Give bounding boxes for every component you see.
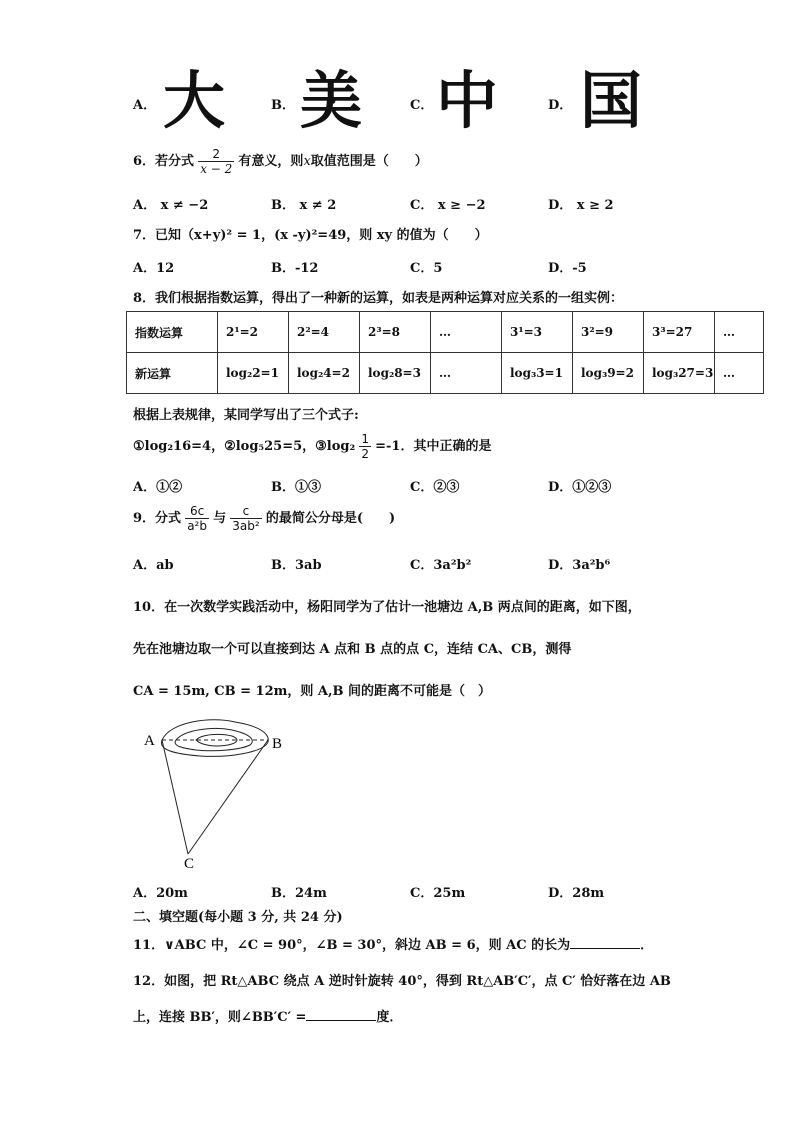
q6-fraction (198, 147, 234, 176)
table-cell: log₃9=2 (573, 353, 644, 394)
question-7: 7．已知（x+y)² = 1，(x -y)²=49，则 xy 的值为（ ） (133, 228, 488, 243)
q8-half-num: 1 (361, 432, 369, 446)
q9-prefix: 9．分式 (133, 511, 182, 526)
q6-prefix: 6．若分式 (133, 154, 195, 169)
table-cell: log₂4=2 (289, 353, 360, 394)
q8-option-b: B．①③ (271, 480, 321, 495)
q7-option-d: D．-5 (548, 261, 587, 276)
q8-expressions (133, 432, 491, 461)
q10-line-3: CA = 15m, CB = 12m，则 A,B 间的距离不可能是（ ） (133, 684, 492, 699)
question-6 (133, 147, 428, 176)
operation-table (126, 311, 764, 394)
q11-text: 11．∨ABC 中，∠C = 90°，∠B = 30°，斜边 AB = 6，则 AC 的长为 (133, 938, 571, 953)
point-c-label: C (184, 856, 195, 872)
q5-option-b-letter: B． (271, 98, 295, 113)
q7-option-a: A．12 (133, 261, 175, 276)
q6-option-b: B． x ≠ 2 (271, 198, 337, 213)
table-cell: 指数运算 (127, 312, 218, 353)
q9-option-d: D．3a²b⁶ (548, 558, 611, 573)
q8-option-d: D．①②③ (548, 480, 612, 495)
q9-suffix: 的最简公分母是( ) (265, 511, 396, 526)
table-cell: 2¹=2 (218, 312, 289, 353)
segment-bc (188, 740, 268, 854)
table-row (127, 312, 764, 353)
q10-option-a: A．20m (133, 886, 188, 901)
table-cell: log₃3=1 (502, 353, 573, 394)
table-cell: 3¹=3 (502, 312, 573, 353)
q9-f1-den: a²b (187, 519, 207, 533)
q9-option-b: B．3ab (271, 558, 322, 573)
q12-line-2a: 上，连接 BB′，则∠BB′C′ = (133, 1010, 307, 1025)
q9-f1-num: 6c (185, 504, 209, 519)
question-11 (133, 934, 653, 953)
q6-var: x (303, 154, 311, 169)
q9-f2-den: 3ab² (232, 519, 260, 533)
table-cell: … (715, 353, 764, 394)
q5-option-c-letter: C． (410, 98, 434, 113)
q10-option-b: B．24m (271, 886, 327, 901)
q5-option-d-letter: D． (548, 98, 573, 113)
q10-line-1: 10．在一次数学实践活动中，杨阳同学为了估计一池塘边 A,B 两点间的距离，如下图， (133, 600, 641, 615)
table-cell: 3³=27 (644, 312, 715, 353)
q9-f2-num: c (230, 504, 261, 519)
q8-exprs-a: ①log₂16=4，②log₅25=5，③log₂ (133, 439, 356, 454)
q8-exprs-b: =-1．其中正确的是 (375, 439, 492, 454)
q7-option-c: C．5 (410, 261, 443, 276)
table-cell: … (431, 312, 502, 353)
q12-line-2 (133, 1006, 402, 1025)
q12-line-1: 12．如图，把 Rt△ABC 绕点 A 逆时针旋转 40°，得到 Rt△AB′C′，点 C′ 恰好落在边 AB (133, 974, 671, 989)
point-b-label: B (272, 736, 283, 752)
q9-option-a: A．ab (133, 558, 174, 573)
table-cell: 3²=9 (573, 312, 644, 353)
section-heading: 二、填空题(每小题 3 分, 共 24 分) (133, 910, 343, 925)
table-cell: log₃27=3 (644, 353, 715, 394)
question-8: 8．我们根据指数运算，得出了一种新的运算，如表是两种运算对应关系的一组实例： (133, 291, 624, 306)
table-cell: log₂2=1 (218, 353, 289, 394)
q6-suffix-a: 有意义，则 (238, 154, 304, 169)
q12-answer-blank[interactable] (306, 1008, 376, 1021)
q8-note: 根据上表规律，某同学写出了三个式子: (133, 408, 359, 423)
q6-option-d: D． x ≥ 2 (548, 198, 614, 213)
q6-option-a: A． x ≠ −2 (133, 198, 209, 213)
q9-fraction-1 (185, 504, 209, 533)
table-row (127, 353, 764, 394)
q8-option-a: A．①② (133, 480, 183, 495)
q8-half-fraction (359, 432, 371, 461)
q8-option-c: C．②③ (410, 480, 460, 495)
q8-half-den: 2 (361, 447, 369, 461)
q9-option-c: C．3a²b² (410, 558, 472, 573)
q6-frac-den: x − 2 (200, 162, 233, 176)
q5-option-a-char: 大 (163, 64, 226, 137)
q10-option-c: C．25m (410, 886, 466, 901)
question-9 (133, 504, 395, 533)
q5-option-c-char: 中 (436, 64, 499, 137)
point-a-label: A (144, 733, 155, 749)
q9-mid: 与 (213, 511, 227, 526)
pond-inner (196, 734, 237, 746)
pond-diagram (140, 712, 300, 872)
q11-end: ． (640, 938, 654, 953)
q5-option-a-letter: A． (133, 98, 157, 113)
q10-line-2: 先在池塘边取一个可以直接到达 A 点和 B 点的点 C，连结 CA、CB，测得 (133, 642, 572, 657)
q11-answer-blank[interactable] (570, 936, 640, 949)
q10-option-d: D．28m (548, 886, 605, 901)
table-cell: 2³=8 (360, 312, 431, 353)
segment-ac (162, 740, 188, 854)
table-cell: … (715, 312, 764, 353)
q9-fraction-2 (230, 504, 261, 533)
q6-frac-num: 2 (198, 147, 234, 162)
table-cell: log₂8=3 (360, 353, 431, 394)
q7-option-b: B．-12 (271, 261, 319, 276)
q5-option-d-char: 国 (580, 64, 643, 137)
q6-option-c: C． x ≥ −2 (410, 198, 486, 213)
table-cell: … (431, 353, 502, 394)
q5-option-b-char: 美 (300, 64, 363, 137)
table-cell: 新运算 (127, 353, 218, 394)
table-cell: 2²=4 (289, 312, 360, 353)
q6-suffix-b: 取值范围是（ ） (310, 154, 428, 169)
q12-line-2b: 度． (376, 1010, 403, 1025)
